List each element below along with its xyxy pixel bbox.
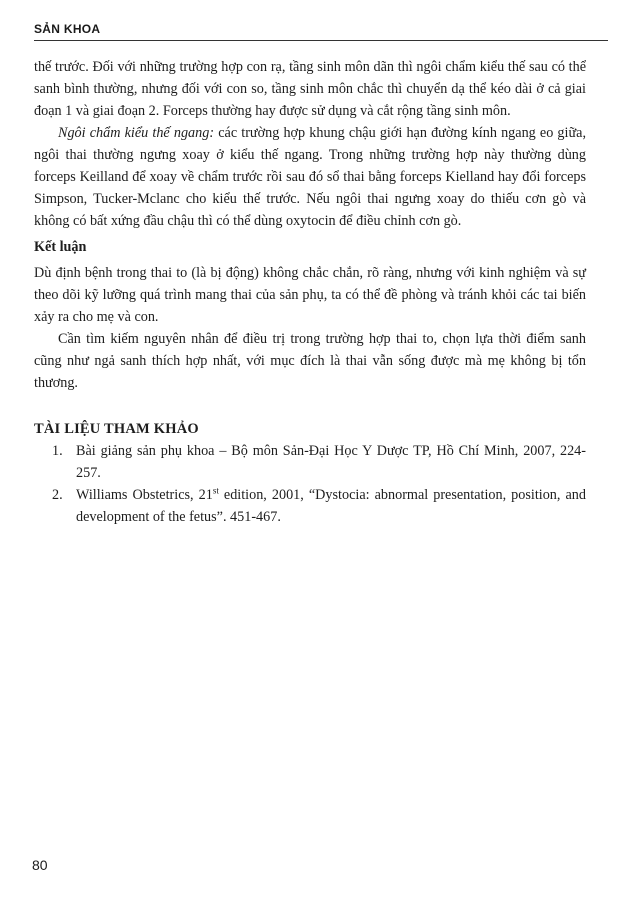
- term-transverse-occiput: Ngôi chẩm kiểu thế ngang:: [58, 125, 215, 141]
- page-number: 80: [32, 857, 48, 873]
- paragraph-conclusion-1: Dù định bệnh trong thai to (là bị động) không chắc chắn, rõ ràng, nhưng với kinh nghiệm và sự theo dõi kỹ lưỡng quá trình mang thai của sản phụ, ta có thể đề phòng và tránh khỏi các tai biến xảy ra cho mẹ và con.: [34, 265, 586, 325]
- reference-text: [76, 487, 586, 525]
- paragraph-continued: thế trước. Đối với những trường hợp con rạ, tầng sinh môn dãn thì ngôi chẩm kiểu thế sau có thể sanh bình thường, nhưng đối với con so, tầng sinh môn chắc thì chuyển dạ thể kéo dài ở cả giai đoạn 1 và giai đoạn 2. Forceps thường hay được sử dụng và cắt rộng tầng sinh môn.: [34, 59, 586, 119]
- reference-text-part: edition, 2001, “Dystocia: abnormal presentation, position, and development of the fetus”. 451-467.: [76, 487, 586, 525]
- header-rule: [34, 40, 608, 41]
- paragraph-conclusion-2: Cần tìm kiếm nguyên nhân để điều trị trong trường hợp thai to, chọn lựa thời điểm sanh cũng như ngả sanh thích hợp nhất, với mục đích là thai vẫn sống được mà mẹ không bị tổn thương.: [34, 331, 586, 391]
- reference-item: [34, 484, 586, 528]
- paragraph-transverse-occiput: [34, 122, 586, 232]
- reference-number: 2.: [52, 487, 63, 503]
- reference-text: Bài giảng sản phụ khoa – Bộ môn Sản-Đại Học Y Dược TP, Hồ Chí Minh, 2007, 224-257.: [76, 443, 586, 481]
- references-list: [34, 440, 586, 528]
- paragraph-text: các trường hợp khung chậu giới hạn đường kính ngang eo giữa, ngôi thai thường ngưng xoay ở kiểu thế ngang. Trong những trường hợp này thường dùng forceps Keilland để xoay về chẩm trước rồi sau đó sổ thai bằng forceps Kielland hay đổi forceps Simpson, Tucker-Mclanc cho kiểu thế trước. Nếu ngôi thai ngưng xoay do thiếu cơn gò và không có bất xứng đầu chậu thì có thể dùng oxytocin để điều chỉnh cơn gò.: [34, 125, 587, 229]
- running-header: SẢN KHOA: [34, 22, 101, 36]
- section-heading-conclusion: Kết luận: [34, 239, 87, 255]
- reference-superscript: st: [212, 485, 219, 496]
- reference-item: [34, 440, 586, 484]
- references-heading: TÀI LIỆU THAM KHẢO: [34, 421, 199, 437]
- page-content: [34, 56, 586, 528]
- reference-text-part: Williams Obstetrics, 21: [76, 487, 213, 503]
- reference-number: 1.: [52, 443, 63, 459]
